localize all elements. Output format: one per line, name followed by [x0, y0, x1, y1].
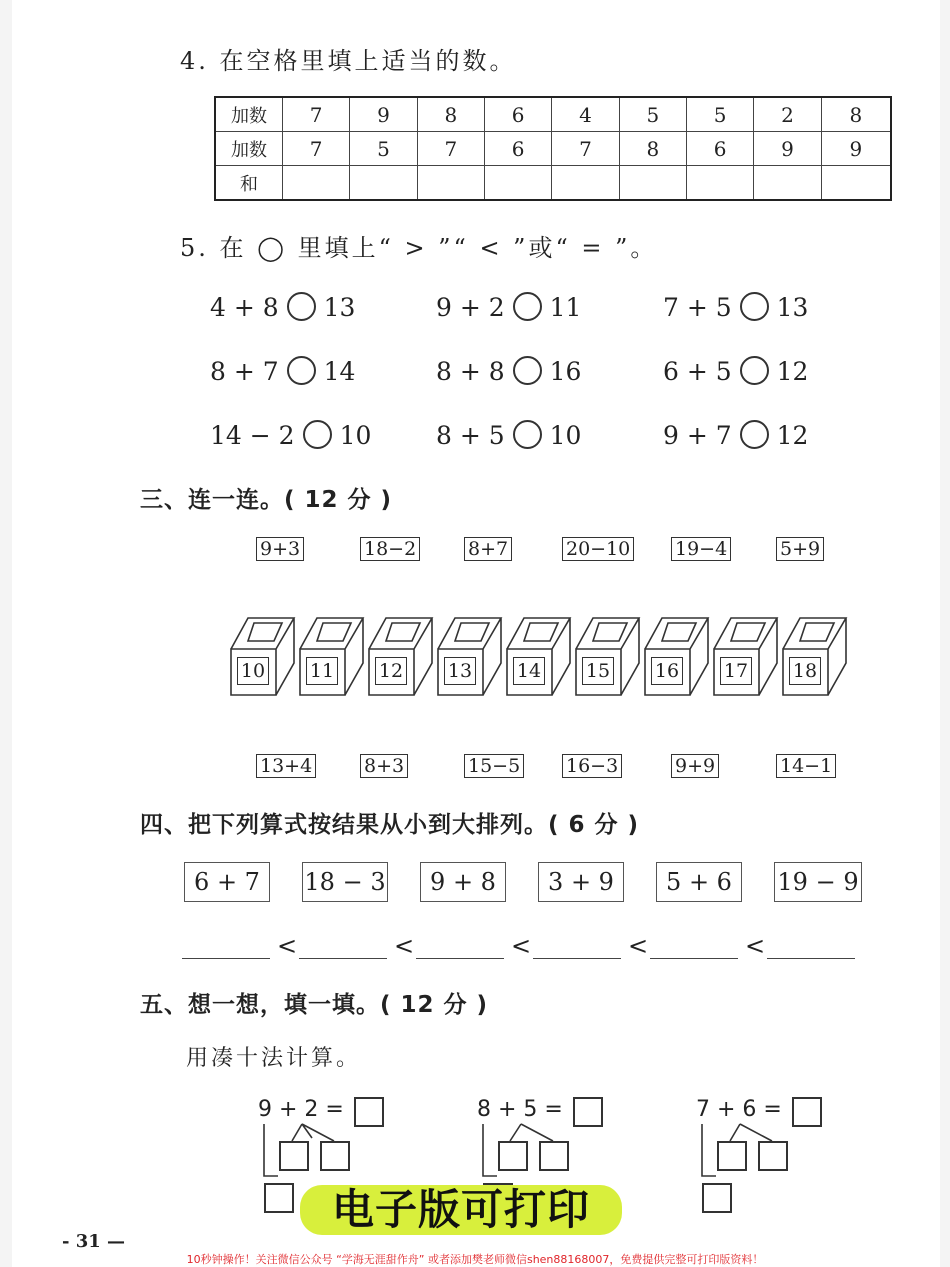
less-than-sign: < [628, 932, 649, 960]
addend-cell: 7 [552, 132, 619, 166]
comparison-value: 13 [323, 293, 356, 322]
addend-cell: 7 [283, 97, 350, 132]
addend-cell: 7 [417, 132, 484, 166]
comparison-expression: 8 + 5 [436, 421, 505, 450]
addend-cell: 9 [754, 132, 821, 166]
cube-number: 13 [444, 657, 476, 685]
top-expression-box[interactable]: 8+7 [464, 537, 512, 561]
split-box[interactable] [498, 1141, 528, 1171]
cube-number: 12 [375, 657, 407, 685]
result-box[interactable] [792, 1097, 822, 1127]
q4-title: 4. 在空格里填上适当的数。 [180, 47, 517, 75]
expression-card: 18 − 3 [302, 862, 388, 902]
less-than-sign: < [511, 932, 532, 960]
addend-cell: 8 [821, 97, 891, 132]
result-box[interactable] [573, 1097, 603, 1127]
make-ten-equation: 7 + 6 = [696, 1097, 782, 1122]
split-box[interactable] [758, 1141, 788, 1171]
tree-branch-1 [264, 1124, 278, 1176]
result-box[interactable] [354, 1097, 384, 1127]
addend-cell: 4 [552, 97, 619, 132]
row-header: 加数 [215, 132, 283, 166]
page-number: - 31 — [62, 1231, 126, 1252]
top-expression-box[interactable]: 20−10 [562, 537, 634, 561]
expression-card: 6 + 7 [184, 862, 270, 902]
addend-cell: 8 [619, 132, 686, 166]
less-than-sign: < [745, 932, 766, 960]
tree-branch-3 [702, 1124, 716, 1176]
cube-number: 18 [789, 657, 821, 685]
split-box[interactable] [539, 1141, 569, 1171]
comparison-value: 10 [549, 421, 582, 450]
less-than-sign: < [277, 932, 298, 960]
addend-cell: 6 [686, 132, 753, 166]
bottom-expression-box[interactable]: 13+4 [256, 754, 316, 778]
addend-cell: 5 [686, 97, 753, 132]
top-expression-box[interactable]: 18−2 [360, 537, 420, 561]
split-box[interactable] [320, 1141, 350, 1171]
split-lines-1 [292, 1124, 334, 1141]
expression-card: 19 − 9 [774, 862, 862, 902]
cube-number: 15 [582, 657, 614, 685]
cube-number: 10 [237, 657, 269, 685]
comparison-expression: 8 + 7 [210, 357, 279, 386]
expression-card: 5 + 6 [656, 862, 742, 902]
expression-card: 3 + 9 [538, 862, 624, 902]
addend-cell: 2 [754, 97, 821, 132]
addend-cell: 5 [350, 132, 417, 166]
addend-cell: 8 [417, 97, 484, 132]
footer-notice: 10秒钟操作！关注微信公众号 “学海无涯甜作舟” 或者添加樊老师微信shen88168007，免费提供完整可打印版资料！ [186, 1253, 764, 1266]
bottom-expression-box[interactable]: 16−3 [562, 754, 622, 778]
comparison-expression: 9 + 2 [436, 293, 505, 322]
comparison-value: 12 [776, 421, 809, 450]
row-header: 和 [215, 166, 283, 201]
bottom-expression-box[interactable]: 8+3 [360, 754, 408, 778]
comparison-expression: 14 − 2 [210, 421, 295, 450]
bottom-expression-box[interactable]: 14−1 [776, 754, 836, 778]
make-ten-equation: 9 + 2 = [258, 1097, 344, 1122]
comparison-value: 16 [549, 357, 582, 386]
make-ten-equation: 8 + 5 = [477, 1097, 563, 1122]
print-banner: 电子版可打印 [300, 1185, 622, 1235]
comparison-value: 10 [339, 421, 372, 450]
bottom-expression-box[interactable]: 15−5 [464, 754, 524, 778]
split-box[interactable] [279, 1141, 309, 1171]
section4-title: 四、把下列算式按结果从小到大排列。( 6 分 ) [140, 812, 640, 838]
addend-cell: 6 [484, 97, 551, 132]
comparison-value: 11 [549, 293, 582, 322]
tree-branch-2 [483, 1124, 497, 1176]
less-than-sign: < [394, 932, 415, 960]
comparison-value: 14 [323, 357, 356, 386]
comparison-expression: 7 + 5 [663, 293, 732, 322]
bottom-expression-box[interactable]: 9+9 [671, 754, 719, 778]
section5-title: 五、想一想，填一填。( 12 分 ) [140, 992, 489, 1018]
expression-card: 9 + 8 [420, 862, 506, 902]
step-box[interactable] [264, 1183, 294, 1213]
comparison-expression: 8 + 8 [436, 357, 505, 386]
addend-cell: 7 [283, 132, 350, 166]
addend-cell: 6 [484, 132, 551, 166]
top-expression-box[interactable]: 19−4 [671, 537, 731, 561]
comparison-expression: 6 + 5 [663, 357, 732, 386]
addend-cell: 9 [350, 97, 417, 132]
row-header: 加数 [215, 97, 283, 132]
split-box[interactable] [717, 1141, 747, 1171]
split-lines-2 [510, 1124, 553, 1141]
top-expression-box[interactable]: 5+9 [776, 537, 824, 561]
section5-subtitle: 用凑十法计算。 [186, 1046, 362, 1071]
section3-title: 三、连一连。( 12 分 ) [140, 487, 393, 513]
cube-number: 11 [306, 657, 338, 685]
q5-title: 5. 在 ◯ 里填上“ > ”“ < ”或“ = ”。 [180, 234, 658, 262]
addend-cell: 9 [821, 132, 891, 166]
split-lines-3 [730, 1124, 772, 1141]
top-expression-box[interactable]: 9+3 [256, 537, 304, 561]
step-box[interactable] [702, 1183, 732, 1213]
cube-number: 16 [651, 657, 683, 685]
addend-cell: 5 [619, 97, 686, 132]
comparison-expression: 4 + 8 [210, 293, 279, 322]
comparison-value: 13 [776, 293, 809, 322]
comparison-value: 12 [776, 357, 809, 386]
cube-number: 14 [513, 657, 545, 685]
cube-number: 17 [720, 657, 752, 685]
comparison-expression: 9 + 7 [663, 421, 732, 450]
